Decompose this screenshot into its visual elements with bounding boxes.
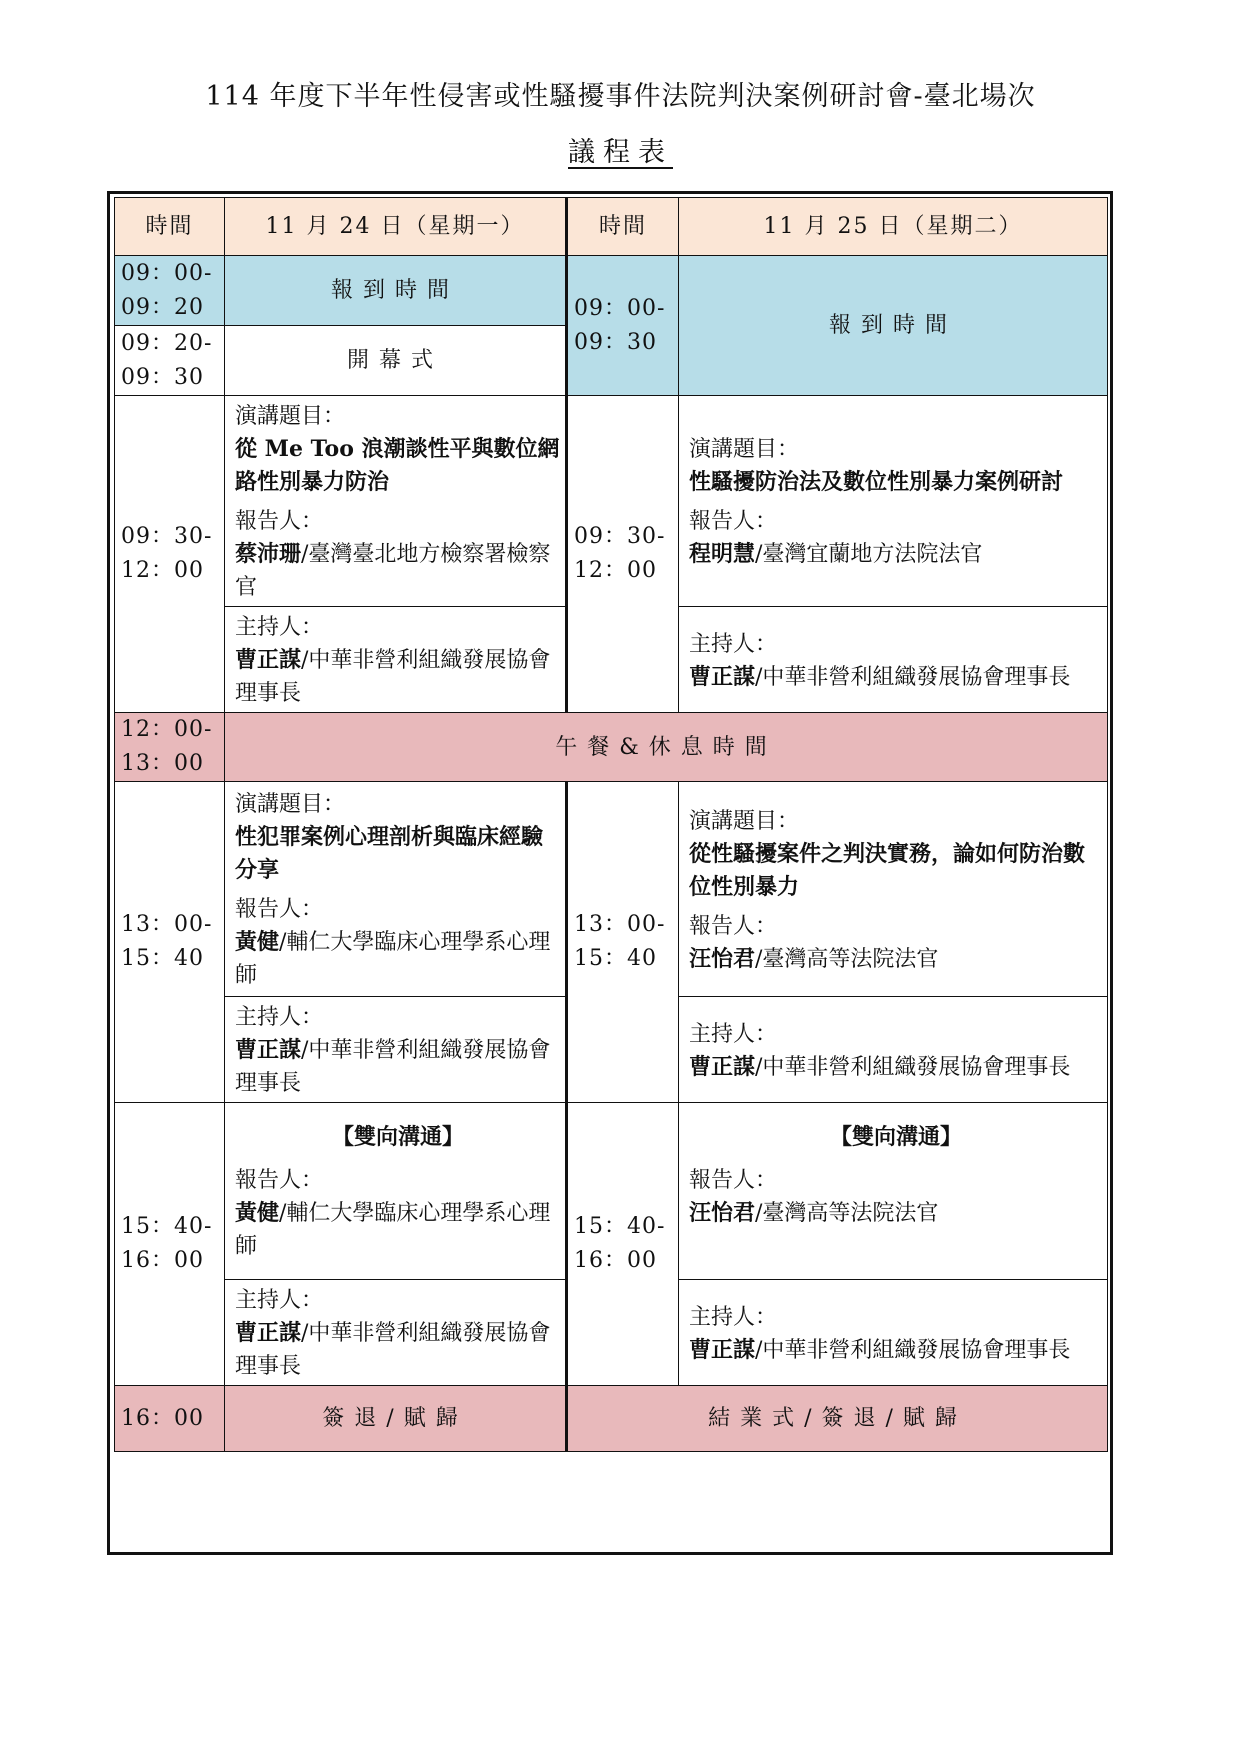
speaker-name: 汪怡君 [689, 945, 756, 972]
host-title: /中華非營利組織發展協會理事長 [235, 648, 551, 706]
speaker-label: 報告人： [235, 897, 324, 922]
speaker-name: 蔡沛珊 [235, 541, 302, 567]
header-row [115, 198, 1108, 256]
header-date-day1: 11 月 24 日（星期一） [225, 198, 567, 256]
topic-text: 性犯罪案例心理剖析與臨床經驗分享 [235, 824, 544, 883]
speaker-title: /臺灣高等法院法官 [755, 1201, 939, 1226]
qa-heading: 【雙向溝通】 [829, 1124, 962, 1150]
afternoon-host-day1 [225, 997, 567, 1103]
speaker-name: 黃健 [235, 929, 280, 955]
lunch-row [115, 713, 1108, 782]
morning-talk-day2 [679, 396, 1108, 607]
host-label: 主持人： [689, 1304, 778, 1330]
time-1540-1600-day1: 15：40-16：00 [115, 1103, 225, 1386]
time-1300-1540-day1: 13：00-15：40 [115, 782, 225, 1103]
header-time-day1: 時間 [115, 198, 225, 256]
morning-host-day2 [679, 607, 1108, 713]
topic-text: 性騷擾防治法及數位性別暴力案例研討 [689, 469, 1064, 495]
speaker-label: 報告人： [689, 509, 778, 534]
qa-heading: 【雙向溝通】 [331, 1124, 464, 1150]
speaker-title: /輔仁大學臨床心理學系心理師 [235, 930, 551, 988]
host-name: 曹正謀 [235, 1320, 302, 1346]
speaker-title: /輔仁大學臨床心理學系心理師 [235, 1201, 551, 1259]
topic-label: 演講題目： [235, 404, 346, 429]
afternoon-talk-row [115, 782, 1108, 997]
closing-row [115, 1386, 1108, 1452]
agenda-table [114, 197, 1108, 1452]
speaker-label: 報告人： [689, 913, 778, 939]
topic-label: 演講題目： [689, 437, 800, 462]
morning-talk-day1 [225, 396, 567, 607]
speaker-title: /臺灣臺北地方檢察署檢察官 [235, 542, 551, 600]
closing-day1: 簽退/賦歸 [225, 1386, 567, 1452]
qa-host-day1 [225, 1280, 567, 1386]
host-name: 曹正謀 [235, 647, 302, 673]
header-date-day2: 11 月 25 日（星期二） [679, 198, 1108, 256]
speaker-label: 報告人： [689, 1168, 778, 1193]
host-name: 曹正謀 [689, 1053, 756, 1080]
host-label: 主持人： [689, 631, 778, 657]
registration-day2: 報到時間 [679, 256, 1108, 396]
topic-label: 演講題目： [689, 808, 800, 834]
afternoon-host-day2 [679, 997, 1108, 1103]
afternoon-talk-day1 [225, 782, 567, 997]
time-0930-1200-day1: 09：30-12：00 [115, 396, 225, 713]
host-label: 主持人： [235, 615, 324, 640]
host-label: 主持人： [235, 1005, 324, 1030]
morning-talk-row [115, 396, 1108, 607]
host-name: 曹正謀 [689, 663, 756, 690]
qa-host-day2 [679, 1280, 1108, 1386]
host-title: /中華非營利組織發展協會理事長 [235, 1321, 551, 1379]
document-subtitle: 議程表 [568, 137, 673, 168]
lunch-break: 午餐&休息時間 [225, 713, 1108, 782]
morning-host-day1 [225, 607, 567, 713]
host-name: 曹正謀 [689, 1336, 756, 1363]
speaker-label: 報告人： [235, 1168, 324, 1193]
topic-label: 演講題目： [235, 792, 346, 817]
speaker-title: /臺灣高等法院法官 [755, 946, 939, 972]
time-0930-1200-day2: 09：30-12：00 [567, 396, 679, 713]
host-label: 主持人： [235, 1288, 324, 1313]
host-title: /中華非營利組織發展協會理事長 [755, 1054, 1071, 1080]
time-1540-1600-day2: 15：40-16：00 [567, 1103, 679, 1386]
host-title: /中華非營利組織發展協會理事長 [755, 664, 1071, 690]
registration-row [115, 256, 1108, 326]
time-1300-1540-day2: 13：00-15：40 [567, 782, 679, 1103]
host-title: /中華非營利組織發展協會理事長 [755, 1337, 1071, 1363]
host-title: /中華非營利組織發展協會理事長 [235, 1038, 551, 1096]
header-time-day2: 時間 [567, 198, 679, 256]
qa-day2 [679, 1103, 1108, 1280]
speaker-title: /臺灣宜蘭地方法院法官 [755, 542, 983, 567]
qa-row [115, 1103, 1108, 1280]
speaker-label: 報告人： [235, 509, 324, 534]
registration-day1: 報到時間 [225, 256, 567, 326]
speaker-name: 黃健 [235, 1200, 280, 1226]
time-1600: 16：00 [115, 1386, 225, 1452]
topic-text: 從性騷擾案件之判決實務，論如何防治數位性別暴力 [689, 840, 1086, 900]
document-title: 114 年度下半年性侵害或性騷擾事件法院判決案例研討會-臺北場次 [205, 81, 1036, 112]
opening-ceremony: 開幕式 [225, 326, 567, 396]
time-0900-0930-day2: 09：00-09：30 [567, 256, 679, 396]
closing-day2: 結業式/簽退/賦歸 [567, 1386, 1108, 1452]
speaker-name: 程明慧 [689, 541, 756, 567]
speaker-name: 汪怡君 [689, 1200, 756, 1226]
host-name: 曹正謀 [235, 1037, 302, 1063]
host-label: 主持人： [689, 1021, 778, 1047]
topic-text: 從 Me Too 浪潮談性平與數位網路性別暴力防治 [235, 436, 560, 495]
time-0900-0920: 09：00-09：20 [115, 256, 225, 326]
afternoon-talk-day2 [679, 782, 1108, 997]
qa-day1 [225, 1103, 567, 1280]
time-0920-0930: 09：20-09：30 [115, 326, 225, 396]
time-1200-1300: 12：00-13：00 [115, 713, 225, 782]
